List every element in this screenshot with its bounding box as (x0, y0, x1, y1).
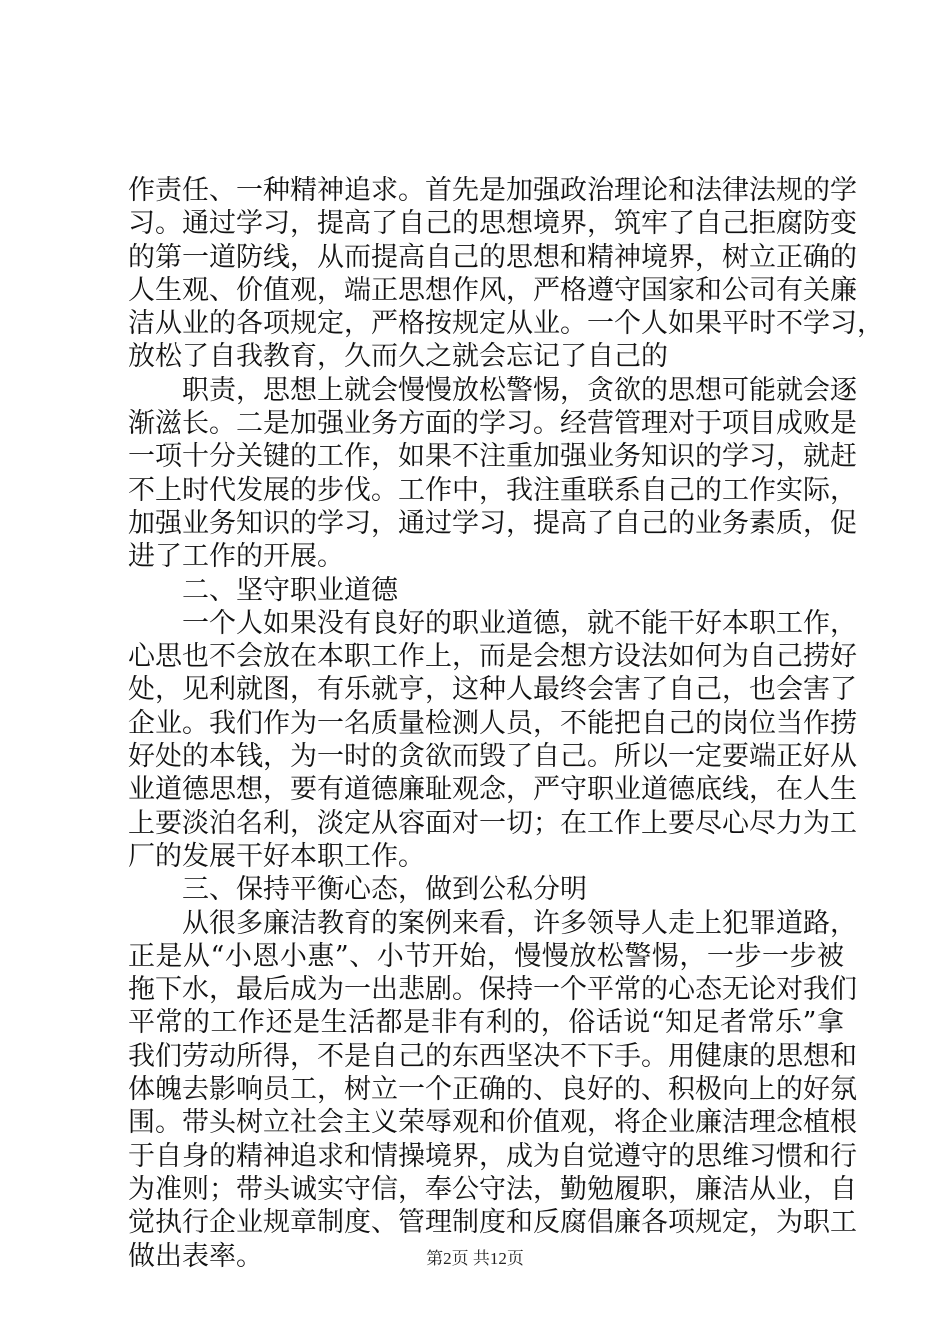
text-line: 上要淡泊名利，淡定从容面对一切；在工作上要尽心尽力为工 (128, 807, 857, 839)
text-line: 洁从业的各项规定，严格按规定从业。一个人如果平时不学习， (128, 308, 884, 340)
text-line: 为准则；带头诚实守信，奉公守法，勤勉履职，廉洁从业，自 (128, 1173, 857, 1205)
text-line: 放松了自我教育，久而久之就会忘记了自己的 (128, 341, 668, 373)
document-body (128, 174, 884, 1273)
text-line: 渐滋长。二是加强业务方面的学习。经营管理对于项目成败是 (128, 408, 857, 440)
text-line: 习。通过学习，提高了自己的思想境界，筑牢了自己拒腐防变 (128, 208, 857, 240)
text-line: 体魄去影响员工，树立一个正确的、良好的、积极向上的好氛 (128, 1074, 857, 1106)
section-heading (128, 574, 844, 607)
text-line: 我们劳动所得，不是自己的东西坚决不下手。用健康的思想和 (128, 1040, 857, 1072)
text-line: 不上时代发展的步伐。工作中，我注重联系自己的工作实际， (128, 474, 857, 506)
section-heading (128, 873, 844, 906)
text-line: 人生观、价值观，端正思想作风，严格遵守国家和公司有关廉 (128, 274, 857, 306)
text-line: 于自身的精神追求和情操境界，成为自觉遵守的思维习惯和行 (128, 1140, 857, 1172)
text-line: 做出表率。 (128, 1240, 263, 1272)
text-line: 处，见利就图，有乐就亨，这种人最终会害了自己，也会害了 (128, 674, 857, 706)
text-line: 加强业务知识的学习，通过学习，提高了自己的业务素质，促 (128, 507, 857, 539)
text-line: 从很多廉洁教育的案例来看，许多领导人走上犯罪道路， (182, 907, 857, 939)
heading-text: 三、保持平衡心态，做到公私分明 (182, 874, 587, 906)
text-line: 一个人如果没有良好的职业道德，就不能干好本职工作， (182, 607, 857, 639)
paragraph (128, 607, 857, 873)
text-line: 围。带头树立社会主义荣辱观和价值观，将企业廉洁理念植根 (128, 1107, 857, 1139)
text-line: 厂的发展干好本职工作。 (128, 840, 425, 872)
heading-text: 二、坚守职业道德 (182, 574, 398, 606)
paragraph (128, 907, 857, 1273)
text-line: 的第一道防线，从而提高自己的思想和精神境界，树立正确的 (128, 241, 857, 273)
text-line: 心思也不会放在本职工作上，而是会想方设法如何为自己捞好 (128, 641, 857, 673)
text-line: 拖下水，最后成为一出悲剧。保持一个平常的心态无论对我们 (128, 974, 857, 1006)
text-line: 职责，思想上就会慢慢放松警惕，贪欲的思想可能就会逐 (182, 374, 857, 406)
text-line: 进了工作的开展。 (128, 541, 344, 573)
paragraph (128, 174, 884, 374)
text-line: 觉执行企业规章制度、管理制度和反腐倡廉各项规定，为职工 (128, 1207, 857, 1239)
text-line: 一项十分关键的工作，如果不注重加强业务知识的学习，就赶 (128, 441, 857, 473)
text-line: 企业。我们作为一名质量检测人员，不能把自己的岗位当作捞 (128, 707, 857, 739)
text-line: 平常的工作还是生活都是非有利的，俗话说“知足者常乐”拿 (128, 1007, 844, 1039)
text-line: 正是从“小恩小惠”、小节开始，慢慢放松警惕，一步一步被 (128, 940, 844, 972)
page-footer: 第2页 共12页 (426, 1249, 524, 1268)
paragraph (128, 374, 857, 574)
text-line: 好处的本钱，为一时的贪欲而毁了自己。所以一定要端正好从 (128, 741, 857, 773)
text-line: 业道德思想，要有道德廉耻观念，严守职业道德底线，在人生 (128, 774, 857, 806)
text-line: 作责任、一种精神追求。首先是加强政治理论和法律法规的学 (128, 175, 857, 206)
